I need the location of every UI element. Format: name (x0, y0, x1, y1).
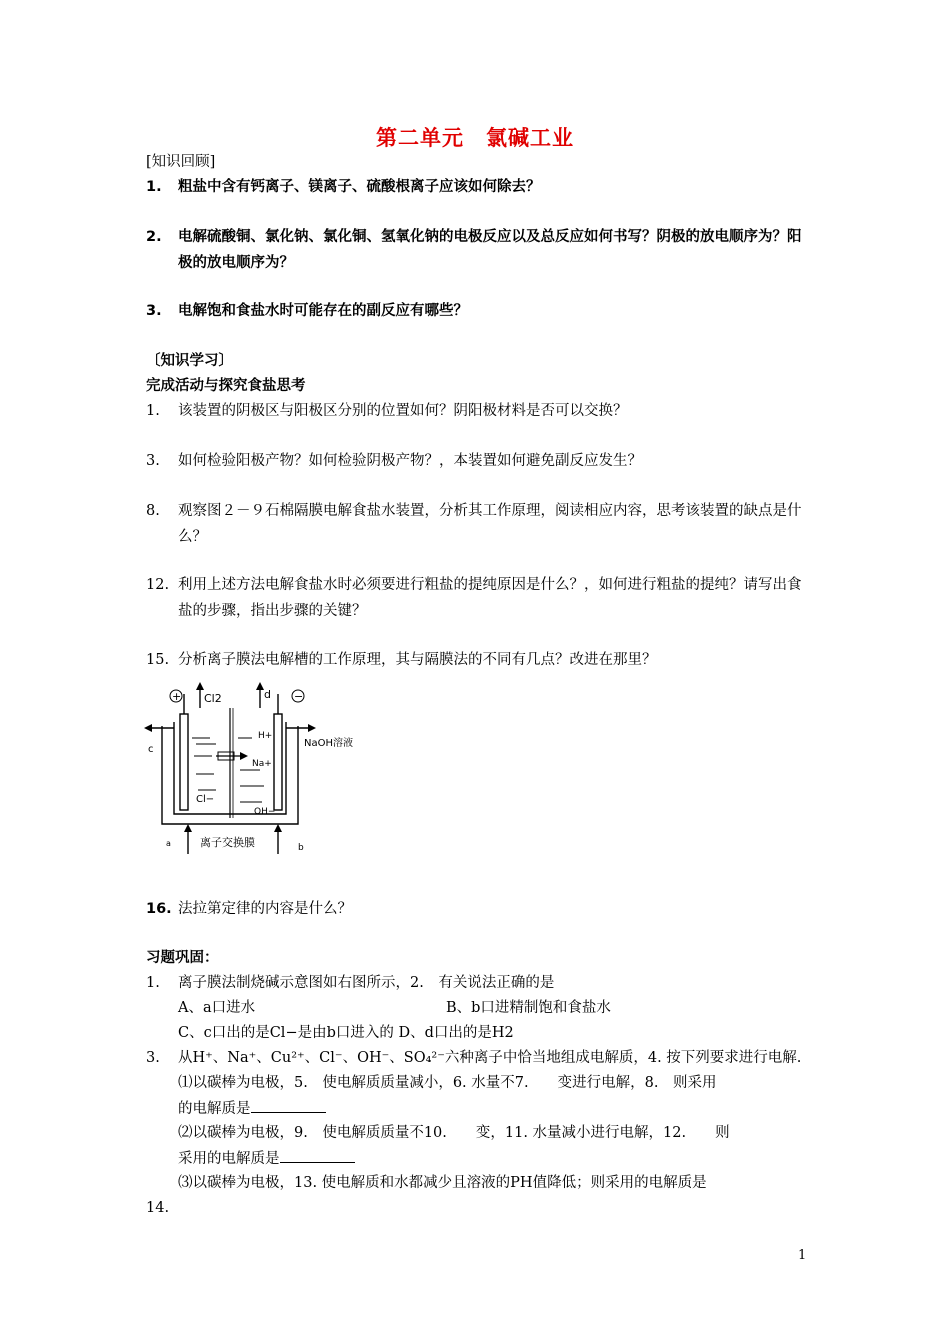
na-arrow-head (240, 752, 248, 760)
cl2-label: Cl2 (204, 692, 222, 705)
review-item-2-num: 2. (146, 229, 162, 245)
study-item-16-num: 16. (146, 901, 172, 917)
d-arrow-head (256, 682, 264, 690)
review-item-3-num: 3. (146, 303, 162, 319)
c-label: c (148, 744, 154, 755)
exercise-q3-part4: 14. (146, 1200, 170, 1216)
exercise-q3-text: 从H⁺、Na⁺、Cu²⁺、Cl⁻、OH⁻、SO₄²⁻六种离子中恰当地组成电解质，4. 按下列要求进行电解. (178, 1050, 802, 1066)
cl-ion-label: Cl− (196, 794, 215, 805)
exercise-q3-part2-line1: ⑵以碳棒为电极，9. 使电解质质量不10. 变，11. 水量减小进行电解，12. 则 (178, 1125, 730, 1141)
exercise-q3-part2-label: 采用的电解质是 (178, 1151, 280, 1167)
cathode-plate (274, 714, 282, 810)
a-arrow-head (184, 824, 192, 832)
study-item-8-text: 观察图２－９石棉隔膜电解食盐水装置，分析其工作原理，阅读相应内容，思考该装置的缺点是什么？ (178, 503, 802, 545)
exercise-q3-part2-line2 (178, 1148, 355, 1169)
c-arrow-head (144, 724, 152, 732)
study-item-15-text: 分析离子膜法电解槽的工作原理，其与隔膜法的不同有几点？改进在那里？ (178, 652, 657, 668)
review-item-3-text: 电解饱和食盐水时可能存在的副反应有哪些？ (178, 303, 468, 319)
naoh-arrow-head (308, 724, 316, 732)
cl2-arrow-head (196, 682, 204, 690)
answer-blank-2[interactable] (280, 1148, 355, 1163)
review-item-1-text: 粗盐中含有钙离子、镁离子、硫酸根离子应该如何除去？ (178, 179, 541, 195)
exercise-q3-part1-line1: ⑴以碳棒为电极，5. 使电解质质量减小，6. 水量不7. 变进行电解，8. 则采用 (178, 1075, 717, 1091)
answer-blank-1[interactable] (251, 1098, 326, 1113)
study-item-1-num: 1. (146, 403, 160, 419)
exercise-q1-option-cd: C、c口出的是Cl−是由b口进入的 D、d口出的是H2 (178, 1025, 514, 1041)
b-arrow-head (274, 824, 282, 832)
study-item-12-num: 12. (146, 577, 170, 593)
oh-ion-label: OH− (254, 807, 276, 817)
review-heading: [知识回顾] (146, 154, 216, 170)
review-item-1-num: 1. (146, 179, 162, 195)
naoh-label: NaOH溶液 (304, 738, 353, 749)
exercise-q3-part1-line2 (178, 1098, 326, 1119)
study-item-8-num: 8. (146, 503, 160, 519)
minus-label: − (294, 690, 304, 703)
study-item-3-num: 3. (146, 453, 160, 469)
a-label: a (166, 839, 171, 848)
page-number: 1 (798, 1248, 807, 1263)
study-item-3-text: 如何检验阳极产物？如何检验阴极产物？，本装置如何避免副反应发生？ (178, 453, 642, 469)
study-item-12-text: 利用上述方法电解食盐水时必须要进行粗盐的提纯原因是什么？，如何进行粗盐的提纯？请写出食盐的步骤，指出步骤的关键？ (178, 577, 802, 619)
h-ion-label: H+ (258, 731, 273, 741)
d-label: d (264, 688, 271, 701)
exercise-q1-text: 离子膜法制烧碱示意图如右图所示，2. 有关说法正确的是 (178, 975, 555, 991)
plus-label: + (172, 690, 182, 703)
study-item-16-text: 法拉第定律的内容是什么？ (178, 901, 352, 917)
exercise-q3-num: 3. (146, 1050, 160, 1066)
b-label: b (298, 843, 304, 853)
exercise-q1-num: 1. (146, 975, 160, 991)
page-title: 第二单元 氯碱工业 (376, 126, 574, 150)
study-item-15-num: 15. (146, 652, 170, 668)
study-heading: 〔知识学习〕 (146, 353, 233, 369)
review-item-2-text: 电解硫酸铜、氯化钠、氯化铜、氢氧化钠的电极反应以及总反应如何书写？阴极的放电顺序为？阳极的放电顺序为？ (178, 229, 802, 271)
study-item-1-text: 该装置的阴极区与阳极区分别的位置如何？阴阳极材料是否可以交换？ (178, 403, 628, 419)
study-subheading: 完成活动与探究食盐思考 (146, 378, 306, 394)
exercise-q1-option-b: B、b口进精制饱和食盐水 (446, 1000, 611, 1016)
na-ion-label: Na+ (252, 759, 272, 769)
exercise-q3-part3: ⑶以碳棒为电极，13. 使电解质和水都减少且溶液的PH值降低；则采用的电解质是 (178, 1175, 707, 1191)
exercise-q3-part1-label: 的电解质是 (178, 1101, 251, 1117)
electrolysis-cell-diagram (140, 678, 380, 863)
exercise-q1-option-a: A、a口进水 (178, 1000, 256, 1016)
membrane-label: 离子交换膜 (200, 836, 255, 849)
exercise-heading: 习题巩固： (146, 950, 219, 966)
anode-plate (180, 714, 188, 810)
